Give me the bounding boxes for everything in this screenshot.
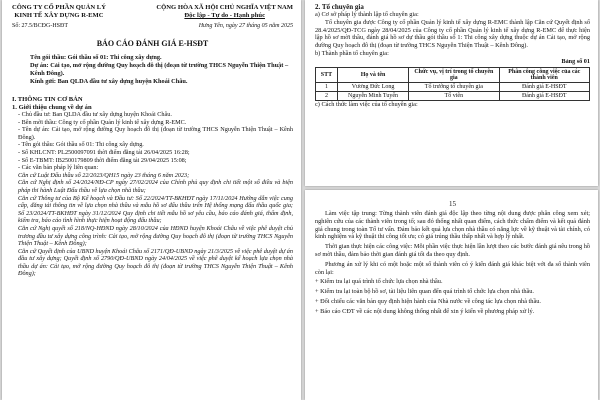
- cell-stt: 2: [316, 91, 338, 100]
- nation-line-1: CỘNG HÒA XÃ HỘI CHỦ NGHĨA VIỆT NAM: [156, 4, 293, 11]
- left-page-content: [12, 4, 293, 278]
- timing-paragraph: Thời gian thực hiện các công việc: Mỗi phần việc thực hiện lần lượt theo các bước đánh giá nêu trong hồ sơ mời thầu, đảm bảo thời gian đánh giá tối đa theo quy định.: [315, 243, 590, 258]
- team-composition-label: b) Thành phần tổ chuyên gia:: [315, 49, 389, 57]
- table-row: [316, 91, 590, 100]
- line-decree: Căn cứ Nghị định số 24/2024/NĐ-CP ngày 27/02/2024 của Chính phủ quy định chi tiết một số điều và biện pháp thi hành Luật Đấu thầu về lựa chọn nhà thầu;: [18, 179, 293, 194]
- package-value: Gói thầu số 01: Thi công xây dựng.: [67, 54, 162, 61]
- page-number: 15: [449, 200, 456, 208]
- number-date-row: [12, 23, 293, 29]
- working-method-paragraph: Làm việc tập trung: Từng thành viên đánh giá độc lập theo từng nội dung được phân công xem xét; nghiên cứu của các thành viên trong tổ; sau đó thống nhất quan điểm, cách thức chấm điểm và kết quả đánh giá chung trong toàn Tổ tư vấn. Đảm bảo kết quả lựa chọn nhà thầu có năng lực về kỹ thuật và tài chính, có kinh nghiệm và kỹ thuật thi công tốt ưu; có giá trúng thầu thấp nhất và hợp lý nhất.: [315, 210, 590, 241]
- document-page-left: [2, 0, 301, 400]
- cell-name: Vương Đức Long: [337, 82, 408, 91]
- cell-stt: 1: [316, 82, 338, 91]
- document-header: [12, 4, 293, 20]
- package-line: [30, 54, 293, 62]
- document-date: Hưng Yên, ngày 27 tháng 05 năm 2025: [198, 23, 293, 29]
- org-line-1: CÔNG TY CỔ PHẦN QUẢN LÝ: [12, 4, 106, 11]
- right-bottom-content: [315, 190, 590, 316]
- document-meta: [12, 54, 293, 86]
- table-header-row: [316, 67, 590, 82]
- line-investor: - Chủ đầu tư: Ban QLDA đầu tư xây dựng huyện Khoái Châu.: [18, 111, 172, 118]
- table-row: [316, 82, 590, 91]
- legal-basis-paragraph: Tổ chuyên gia được Công ty cổ phần Quản lý kinh tế xây dựng R-EMC thành lập Căn cứ Quyết định số 28.4/2025/QĐ-TCG ngày 28/04/2025 của Công ty cổ phần Quản lý kinh tế xây dựng R-EMC để thực hiện lập hồ sơ mời thầu, đánh giá hồ sơ dự thầu gói thầu số 1: Thi công xây dựng thuộc dự án Cải tạo, mở rộng đường Quy hoạch đô thị (đoạn từ trường THCS Nguyễn Thiện Thuật – Kênh Đông).: [315, 18, 590, 50]
- line-project-name: - Tên dự án: Cải tạo, mở rộng đường Quy hoạch đô thị (đoạn từ trường THCS Nguyễn Thiện Thuật – Kênh Đông).: [18, 126, 293, 141]
- org-line-2: KINH TẾ XÂY DỰNG R-EMC: [14, 12, 104, 19]
- project-value: Cải tạo, mở rộng đường Quy hoạch đô thị (đoạn từ trường THCS Nguyễn Thiện Thuật – Kênh Đông).: [30, 62, 289, 77]
- package-label: Tên gói thầu:: [30, 54, 67, 61]
- line-resolution: Căn cứ Nghị quyết số 218/NQ-HĐND ngày 28/10/2024 của HĐND huyện Khoái Châu về việc phê duyệt chủ trương đầu tư xây dựng công trình: Cải tạo, mở rộng đường Quy hoạch đô thị (đoạn từ trường THCS Nguyễn Thiện Thuật – Kênh Đông);: [18, 224, 293, 248]
- nation-line-2: Độc lập - Tự do - Hạnh phúc: [184, 12, 265, 19]
- line-khlcnt: - Số KHLCNT: PL2500097091 thời điểm đăng tải 26/04/2025 16:28;: [18, 148, 190, 156]
- document-page-right-top: [305, 0, 598, 186]
- right-top-content: [315, 3, 590, 109]
- cell-assignment: Đánh giá E-HSĐT: [499, 82, 589, 91]
- cell-assignment: Đánh giá E-HSĐT: [499, 91, 589, 100]
- line-decision: Căn cứ Quyết định của UBND huyện Khoái Châu số 2171/QĐ-UBND ngày 21/3/2025 về việc phê duyệt dự án đầu tư xây dựng; Quyết định số 2790/QĐ-UBND ngày 24/04/2025 về việc phê duyệt kế hoạch lựa chọn nhà thầu dự án: Cải tạo, mở rộng đường Quy hoạch đô thị (đoạn từ trường THCS Nguyễn Thiện Thuật – Kênh Đông);: [18, 247, 293, 278]
- expert-team-table: [315, 67, 590, 101]
- document-page-right-bottom: [305, 190, 598, 400]
- project-line: [30, 62, 293, 78]
- list-item: + Kiểm tra lại quá trình tổ chức lựa chọn nhà thầu.: [315, 278, 443, 286]
- header-stt: STT: [316, 67, 338, 82]
- document-number: Số: 27.5/BCĐG-HSĐT: [12, 23, 69, 29]
- line-package-name: - Tên gói thầu: Gói thầu số 01: Thi công xây dựng.: [18, 141, 144, 149]
- cell-name: Nguyễn Minh Tuyến: [337, 91, 408, 100]
- line-legal-docs: - Các văn bản pháp lý liên quan:: [18, 164, 99, 172]
- expert-team-heading: 2. Tổ chuyên gia: [315, 3, 364, 11]
- legal-basis-label: a) Cơ sở pháp lý thành lập tổ chuyên gia:: [315, 11, 419, 18]
- list-item: + Kiểm tra lại toàn bộ hồ sơ, tài liệu liên quan đến quá trình tổ chức lựa chọn nhà thầu.: [315, 288, 534, 296]
- nation-block: [156, 4, 293, 20]
- document-title: BÁO CÁO ĐÁNH GIÁ E-HSĐT: [96, 39, 209, 48]
- table-caption: Bảng số 01: [561, 57, 590, 65]
- line-circular: Căn cứ Thông tư của Bộ Kế hoạch và Đầu tư: Số 22/2024/TT-BKHĐT ngày 17/11/2024 Hướng dẫn việc cung cấp, đăng tải thông tin về lựa chọn nhà thầu và mẫu hồ sơ đấu thầu trên Hệ thống mạng đấu thầu quốc gia; Số 23/2024/TT-BKHĐT ngày 31/12/2024 Quy định chi tiết mẫu hồ sơ yêu cầu, báo cáo đánh giá, thẩm định, kiểm tra, báo cáo tình hình thực hiện hoạt động đấu thầu;: [18, 194, 293, 225]
- line-etbmt: - Số E-TBMT: IB2500179809 thời điểm đăng tải 29/04/2025 15:08;: [18, 156, 187, 164]
- header-assignment: Phân công công việc của các thành viên: [499, 67, 589, 82]
- section-1-body: [12, 111, 293, 278]
- recipient-line: [30, 78, 293, 86]
- list-item: + Đối chiếu các văn bản quy định hiện hành của Nhà nước về công tác lựa chọn nhà thầu.: [315, 297, 541, 305]
- header-position: Chức vụ, vị trí trong tổ chuyên gia: [409, 67, 499, 82]
- list-item: + Báo cáo CĐT về các nội dung không thống nhất để xin ý kiến về phương pháp xử lý.: [315, 307, 535, 315]
- org-block: [12, 4, 106, 20]
- recipient-value: Ban QLDA đầu tư xây dựng huyện Khoái Châu.: [57, 78, 188, 85]
- line-inviting-party: - Bên mời thầu: Công ty cổ phần Quản lý kinh tế xây dựng R-EMC.: [18, 118, 187, 126]
- header-name: Họ và tên: [337, 67, 408, 82]
- line-law: Căn cứ Luật Đấu thầu số 22/2023/QH15 ngày 23 tháng 6 năm 2023;: [18, 171, 190, 179]
- disagreement-paragraph: Phương án xử lý khi có một hoặc một số thành viên có ý kiến đánh giá khác biệt với đa số thành viên còn lại:: [315, 260, 590, 276]
- cell-position: Tổ viên: [409, 91, 499, 100]
- section-1-1-heading: 1. Giới thiệu chung về dự án: [12, 104, 92, 111]
- recipient-label: Kính gửi:: [30, 78, 56, 85]
- working-method-label: c) Cách thức làm việc của tổ chuyên gia:: [315, 100, 418, 108]
- section-1-heading: I. THÔNG TIN CƠ BẢN: [12, 96, 83, 103]
- cell-position: Tổ trưởng tổ chuyên gia: [409, 82, 499, 91]
- project-label: Dự án:: [30, 62, 49, 69]
